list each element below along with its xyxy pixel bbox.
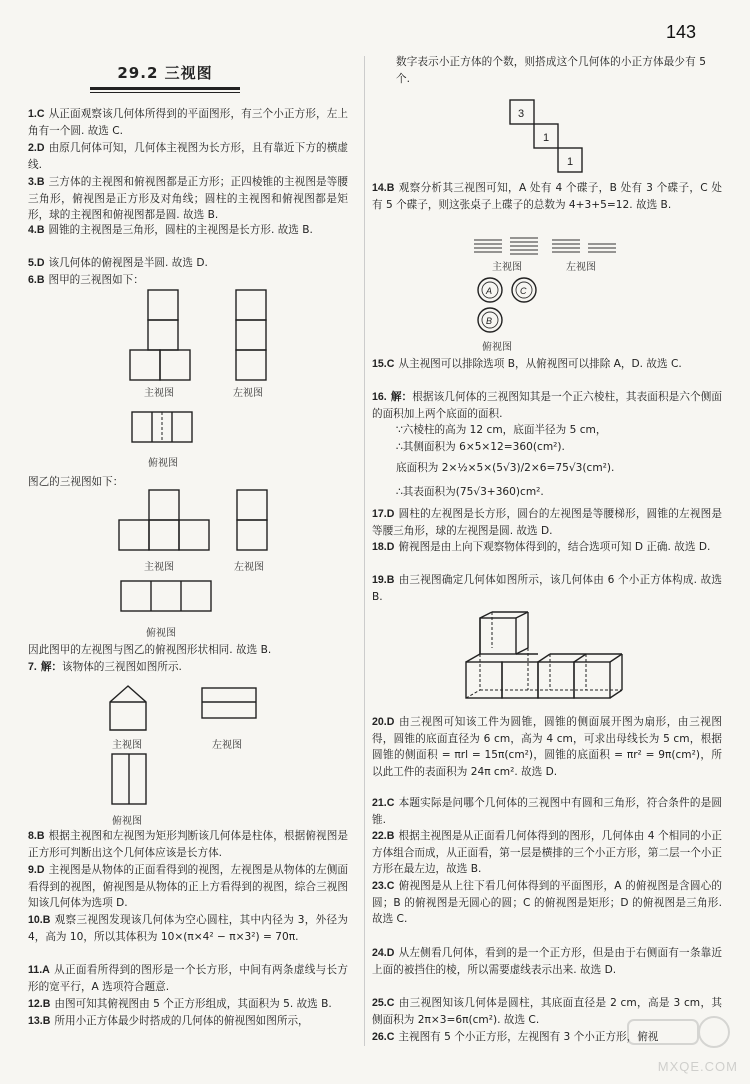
caption-left-1: 左视图 — [233, 388, 263, 399]
jia-front-view — [128, 290, 198, 380]
cube-face — [538, 662, 574, 698]
answer-number: 1.C — [28, 108, 45, 120]
answer-number: 15.C — [372, 358, 395, 370]
answer-text: 根据主视图和左视图为矩形判断该几何体是柱体，根据俯视图是正方形可判断出这个几何体应该是长方体. — [28, 830, 348, 859]
answer-13 — [28, 1013, 348, 1030]
caption-left-3: 左视图 — [212, 740, 242, 751]
answer-text: 从正面观察该几何体所得到的平面图形，有三个小正方形，左上角有一个圆. 故选 C. — [28, 108, 348, 137]
plate-stack-d — [588, 244, 616, 252]
answer-19 — [372, 572, 722, 605]
answer-number: 19.B — [372, 574, 395, 586]
jia-top-view — [130, 410, 200, 446]
answer-number: 24.D — [372, 947, 395, 959]
answer-number: 18.D — [372, 541, 395, 553]
title-underline — [90, 92, 240, 93]
grid-label: 3 — [518, 108, 525, 120]
answer-number: 13.B — [28, 1015, 51, 1027]
answer-number: 8.B — [28, 830, 45, 842]
answer-21 — [372, 795, 722, 828]
answer-text: 主视图是从物体的正面看得到的视图，左视图是从物体的左侧面看得到的视图，俯视图是从物体的正上方看得到的视图，综合三视图知该几何体为选项 D. — [28, 864, 348, 910]
square — [119, 520, 149, 550]
answer-18 — [372, 539, 722, 556]
answer-number: 11.A — [28, 964, 50, 976]
square — [148, 320, 178, 350]
grid-label: 1 — [543, 132, 550, 144]
answer-text: 图甲的三视图如下： — [48, 274, 144, 286]
answer-13-cont: 数字表示小正方体的个数，则搭成这个几何体的小正方体最少有 5 个. — [396, 56, 706, 85]
square — [149, 490, 179, 520]
answer-text: 圆柱的左视图是长方形，圆台的左视图是等腰梯形，圆锥的左视图是等腰三角形，球的左视图是圆. 故选 D. — [372, 508, 722, 537]
answer-text: 从左侧看几何体，看到的是一个正方形，但是由于右侧面有一条靠近上面的被挡住的棱，所以需要虚线表示出来. 故选 D. — [372, 947, 722, 976]
answer-8 — [28, 828, 348, 861]
answer-text: 由图可知其俯视图由 5 个正方形组成，其面积为 5. 故选 B. — [54, 998, 332, 1010]
answer-11 — [28, 962, 348, 995]
cube-face — [502, 662, 538, 698]
answer-number: 20.D — [372, 716, 395, 728]
cube-face — [466, 662, 502, 698]
square — [236, 350, 266, 380]
plates-top-view — [474, 276, 544, 336]
answer-text: 该几何体的俯视图是半圆. 故选 D. — [48, 257, 208, 269]
answer-15 — [372, 356, 722, 373]
watermark-logo-icon — [624, 1014, 734, 1050]
square — [237, 520, 267, 550]
caption-top-14: 俯视图 — [482, 342, 512, 353]
answer-1 — [28, 106, 348, 139]
answer-number: 22.B — [372, 830, 395, 842]
caption-front-3: 主视图 — [112, 740, 142, 751]
cube-face — [574, 662, 610, 698]
rectangle — [202, 688, 256, 718]
answer-number: 7. — [28, 661, 37, 673]
square — [160, 350, 190, 380]
answer-text: 该物体的三视图如图所示. — [62, 661, 182, 673]
circle-label: B — [486, 316, 493, 326]
answer-6 — [28, 272, 348, 289]
watermark — [614, 1014, 744, 1074]
answer-number: 16. — [372, 391, 387, 403]
answer-text: 由原几何体可知，几何体主视图为长方形，且有靠近下方的横虚线. — [28, 142, 348, 171]
answer-text: 由三视图知该几何体是圆柱，其底面直径是 2 cm，高是 3 cm，其侧面积为 2π×3=6π(cm²). 故选 C. — [372, 997, 722, 1026]
caption-left-2: 左视图 — [234, 562, 264, 573]
answer-number: 6.B — [28, 274, 45, 286]
answer-text: 由三视图可知该工件为圆锥，圆锥的侧面展开图为扇形，由三视图得，圆锥的底面直径为 6 cm，高为 4 cm，可求出母线长为 5 cm，根据圆锥的侧面积 = πrl = 15π(cm²)，圆锥的底面积 = πr² = 9π(cm²)，所以此工件的表面积为 24π cm². 故选 D. — [372, 716, 722, 778]
answer-4 — [28, 222, 348, 239]
answer-16-line-2: ∵六棱柱的高为 12 cm，底面半径为 5 cm， — [396, 424, 607, 436]
caption-left-14: 左视图 — [566, 262, 596, 273]
yi-front-view — [118, 490, 214, 552]
cube-face — [480, 618, 516, 654]
answer-7 — [28, 659, 348, 676]
page-number: 143 — [665, 22, 696, 42]
answer-text: 俯视图是从上往下看几何体得到的平面图形，A 的俯视图是含圆心的圆；B 的俯视图是无圆心的圆；C 的俯视图是矩形；D 的俯视图是三角形. 故选 C. — [372, 880, 722, 926]
caption-top-3: 俯视图 — [112, 816, 142, 827]
yi-left-view — [236, 490, 272, 552]
answer-14 — [372, 180, 722, 213]
plate-stack-c — [552, 240, 580, 252]
section-title-block — [90, 62, 240, 93]
answer-text: 由三视图确定几何体如图所示，该几何体由 6 个小正方体构成. 故选 B. — [372, 574, 722, 603]
caption-front-1: 主视图 — [144, 388, 174, 399]
plate-stack-a — [474, 240, 502, 252]
answer-text: 圆锥的主视图是三角形，圆柱的主视图是长方形. 故选 B. — [48, 224, 313, 236]
fig7-front-view — [108, 684, 154, 734]
caption-front-2: 主视图 — [144, 562, 174, 573]
answer-text: 俯视图是由上向下观察物体得到的，结合选项可知 D 正确. 故选 D. — [398, 541, 711, 553]
answer-text: 根据该几何体的三视图知其是一个正六棱柱，其表面积是六个侧面的面积加上两个底面的面积. — [372, 391, 723, 420]
square — [179, 520, 209, 550]
column-divider — [364, 56, 365, 1046]
answer-number: 26.C — [372, 1031, 395, 1043]
answer-number: 14.B — [372, 182, 395, 194]
answer-number: 21.C — [372, 797, 395, 809]
answer-label: 解： — [40, 661, 63, 673]
watermark-text: MXQE.COM — [657, 1059, 738, 1074]
answer-2 — [28, 140, 348, 173]
answer-label: 解： — [390, 391, 413, 403]
answer-number: 25.C — [372, 997, 395, 1009]
fig7-left-view — [200, 684, 260, 724]
square — [149, 520, 179, 550]
answer-text: 从主视图可以排除选项 B，从俯视图可以排除 A，D. 故选 C. — [398, 358, 682, 370]
answer-text: 所用小正方体最少时搭成的几何体的俯视图如图所示， — [54, 1015, 309, 1027]
caption-front-14: 主视图 — [492, 262, 522, 273]
circle-label: C — [520, 286, 527, 296]
answer-20 — [372, 714, 722, 780]
answer-24 — [372, 945, 722, 978]
text-yi: 图乙的三视图如下： — [28, 476, 124, 488]
answer-16-line-3: ∴其侧面积为 6×5×12=360(cm²). — [396, 441, 565, 453]
answer-10 — [28, 912, 348, 945]
answer-text: 三方体的主视图和俯视图都是正方形；正四棱锥的主视图是等腰三角形，俯视图是正方形及对角线；圆柱的主视图和俯视图都是矩形，球的主视图和俯视图都是圆. 故选 B. — [28, 176, 348, 222]
rectangle — [121, 581, 211, 611]
square — [148, 290, 178, 320]
square — [236, 320, 266, 350]
answer-text: 从正面看所得到的图形是一个长方形，中间有两条虚线与长方形的宽平行，A 选项符合题意. — [28, 964, 348, 993]
answer-22 — [372, 828, 722, 878]
fig7-top-view — [110, 752, 150, 808]
section-title: 29.2 三视图 — [90, 62, 240, 90]
answer-number: 10.B — [28, 914, 51, 926]
answer-text: 观察分析其三视图可知，A 处有 4 个碟子，B 处有 3 个碟子，C 处有 5 个碟子，则这张桌子上碟子的总数为 4+3+5=12. 故选 B. — [372, 182, 722, 211]
text-conclusion: 因此图甲的左视图与图乙的俯视图形状相同. 故选 B. — [28, 644, 272, 656]
answer-23 — [372, 878, 722, 928]
jia-left-view — [234, 290, 274, 380]
answer-number: 2.D — [28, 142, 45, 154]
answer-number: 23.C — [372, 880, 395, 892]
answer-text: 观察三视图发现该几何体为空心圆柱，其中内径为 3，外径为 4，高为 10，所以其体积为 10×(π×4² − π×3²) = 70π. — [28, 914, 348, 943]
grid-top-view — [508, 98, 584, 174]
answer-16 — [372, 389, 722, 422]
plates-views — [472, 236, 622, 258]
cubes-3d-figure — [456, 610, 636, 710]
circle-label: A — [486, 286, 493, 296]
answer-16-line-5: ∴其表面积为(75√3+360)cm². — [396, 486, 544, 498]
answer-number: 3.B — [28, 176, 45, 188]
answer-text: 根据主视图是从正面看几何体得到的图形，几何体由 4 个相同的小正方体组合而成，从正面看，第一层是横排的三个小正方形，第二层一个小正方形在最左边，故选 B. — [372, 830, 722, 876]
square — [130, 350, 160, 380]
caption-top-1: 俯视图 — [148, 458, 178, 469]
answer-17 — [372, 506, 722, 539]
plate-stack-b — [510, 238, 538, 254]
square — [236, 290, 266, 320]
answer-16-line-4: 底面积为 2×½×5×(5√3)/2×6=75√3(cm²). — [396, 462, 615, 474]
square — [237, 490, 267, 520]
pentagon — [110, 686, 146, 730]
answer-number: 17.D — [372, 508, 395, 520]
answer-9 — [28, 862, 348, 912]
answer-number: 5.D — [28, 257, 45, 269]
answer-number: 4.B — [28, 224, 45, 236]
answer-text: 本题实际是问哪个几何体的三视图中有圆和三角形，符合条件的是圆锥. — [372, 797, 722, 826]
answer-number: 12.B — [28, 998, 51, 1010]
grid-label: 1 — [567, 156, 574, 168]
caption-top-2: 俯视图 — [146, 628, 176, 639]
answer-12 — [28, 996, 348, 1013]
answer-3 — [28, 174, 348, 224]
yi-top-view — [120, 580, 216, 616]
answer-number: 9.D — [28, 864, 45, 876]
answer-5 — [28, 255, 348, 272]
answer-text: 主视图有 5 个小正方形，左视图有 3 个小正方形，俯视 — [398, 1031, 659, 1043]
